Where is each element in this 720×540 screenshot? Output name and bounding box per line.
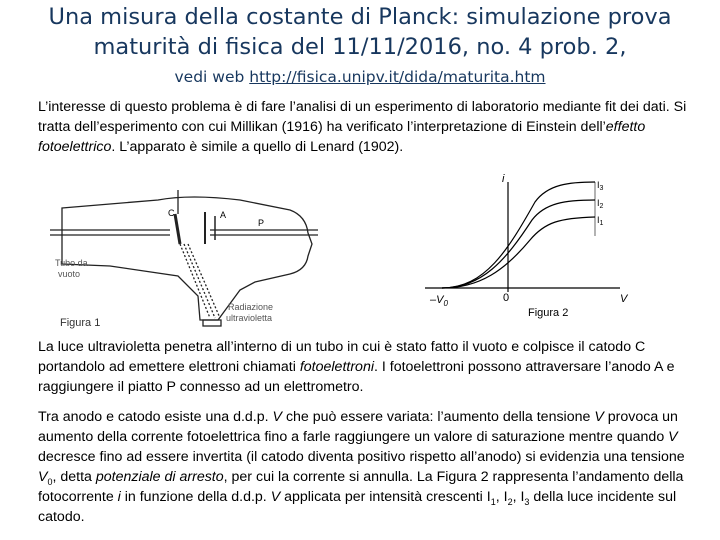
text-run: che può essere variata: l’aumento della tensione xyxy=(282,409,595,425)
reference-link[interactable]: http://fisica.unipv.it/dida/maturita.htm xyxy=(249,68,546,86)
var-v0: V xyxy=(38,469,48,485)
figure-2-photocurrent-plot xyxy=(420,170,640,320)
paragraph-apparatus xyxy=(38,337,688,397)
text-run: Tra anodo e catodo esiste una d.d.p. xyxy=(38,409,273,425)
subtitle-prefix: vedi web xyxy=(174,68,250,86)
label-anode: A xyxy=(220,210,227,220)
paragraph-explanation xyxy=(38,407,688,527)
var-v: V xyxy=(272,409,282,425)
curve-label-i1: $I_1$ xyxy=(597,215,604,227)
text-run: decresce fino ad essere invertita (il catodo diventa positivo rispetto all’anodo) si evidenzia una tensione xyxy=(38,449,685,465)
text-run: . L’apparato è simile a quello di Lenard (1902). xyxy=(111,139,404,155)
text-run: in funzione della d.d.p. xyxy=(120,489,271,505)
var-v: V xyxy=(594,409,604,425)
text-run: della luce incidente sul catodo. xyxy=(38,489,677,525)
subtitle xyxy=(0,68,720,86)
axis-x-label: V xyxy=(620,293,628,305)
label-tube: vuoto xyxy=(58,269,81,279)
paragraph-intro xyxy=(38,97,688,157)
emphasis: fotoelettroni xyxy=(299,359,374,375)
emphasis: potenziale di arresto xyxy=(95,469,224,485)
var-i: i xyxy=(117,489,121,505)
label-plate: P xyxy=(258,218,265,228)
text-run: , I xyxy=(495,489,508,505)
curve-i1 xyxy=(442,217,595,288)
subscript: 0 xyxy=(47,476,53,487)
label-tube: Tubo da xyxy=(55,258,88,268)
text-run: La luce ultravioletta penetra all’interno di un tubo in cui è stato fatto il vuoto e colpisce il catodo C portandolo ad emettere elettroni chiamati xyxy=(38,339,646,375)
figure-1-caption: Figura 1 xyxy=(60,317,101,329)
figure-1-apparatus xyxy=(50,178,320,333)
curve-i2 xyxy=(442,200,595,288)
emphasis: effetto fotoelettrico xyxy=(38,119,646,155)
curve-i3 xyxy=(442,182,595,288)
title-line-1: Una misura della costante di Planck: simulazione prova xyxy=(48,4,672,30)
vacuum-tube-outline xyxy=(62,197,312,320)
figure-2-caption: Figura 2 xyxy=(528,307,569,319)
title-line-2: maturità di fisica del 11/11/2016, no. 4 prob. 2, xyxy=(93,34,627,60)
curve-label-i2: $I_2$ xyxy=(597,198,604,210)
text-run: L’interesse di questo problema è di fare l’analisi di un esperimento di laboratorio mediante fit dei dati. Si tratta dell’esperimento con cui Millikan (1916) ha verificato l’interpretazione di Einstein dell’ xyxy=(38,99,687,135)
text-run: applicata per intensità crescenti I xyxy=(280,489,491,505)
text-run: . I fotoelettroni possono attraversare l’anodo A e raggiungere il piatto P connesso ad un elettrometro. xyxy=(38,359,675,395)
var-v: V xyxy=(668,429,678,445)
origin-label: 0 xyxy=(503,292,510,304)
cathode-plate xyxy=(175,214,180,244)
uv-ray xyxy=(188,244,220,318)
text-run: , detta xyxy=(52,469,96,485)
text-run: provoca un aumento della corrente fotoelettrica fino a farle raggiungere un valore di saturazione mentre quando xyxy=(38,409,678,445)
neg-v0-label: $-V_0$ xyxy=(430,294,448,308)
subscript: 3 xyxy=(524,496,530,507)
text-run: , I xyxy=(512,489,525,505)
curve-label-i3: $I_3$ xyxy=(597,180,604,192)
window-base xyxy=(203,320,221,326)
uv-ray xyxy=(180,244,210,318)
text-run: , per cui la corrente si annulla. La Figura 2 rappresenta l’andamento della fotocorrente xyxy=(38,469,684,505)
label-cathode: C xyxy=(168,208,175,218)
var-v: V xyxy=(270,489,281,505)
subscript: 1 xyxy=(490,496,496,507)
label-radiation: ultravioletta xyxy=(226,313,273,323)
subscript: 2 xyxy=(507,496,513,507)
axis-y-label: i xyxy=(502,173,505,185)
label-radiation: Radiazione xyxy=(228,302,274,312)
